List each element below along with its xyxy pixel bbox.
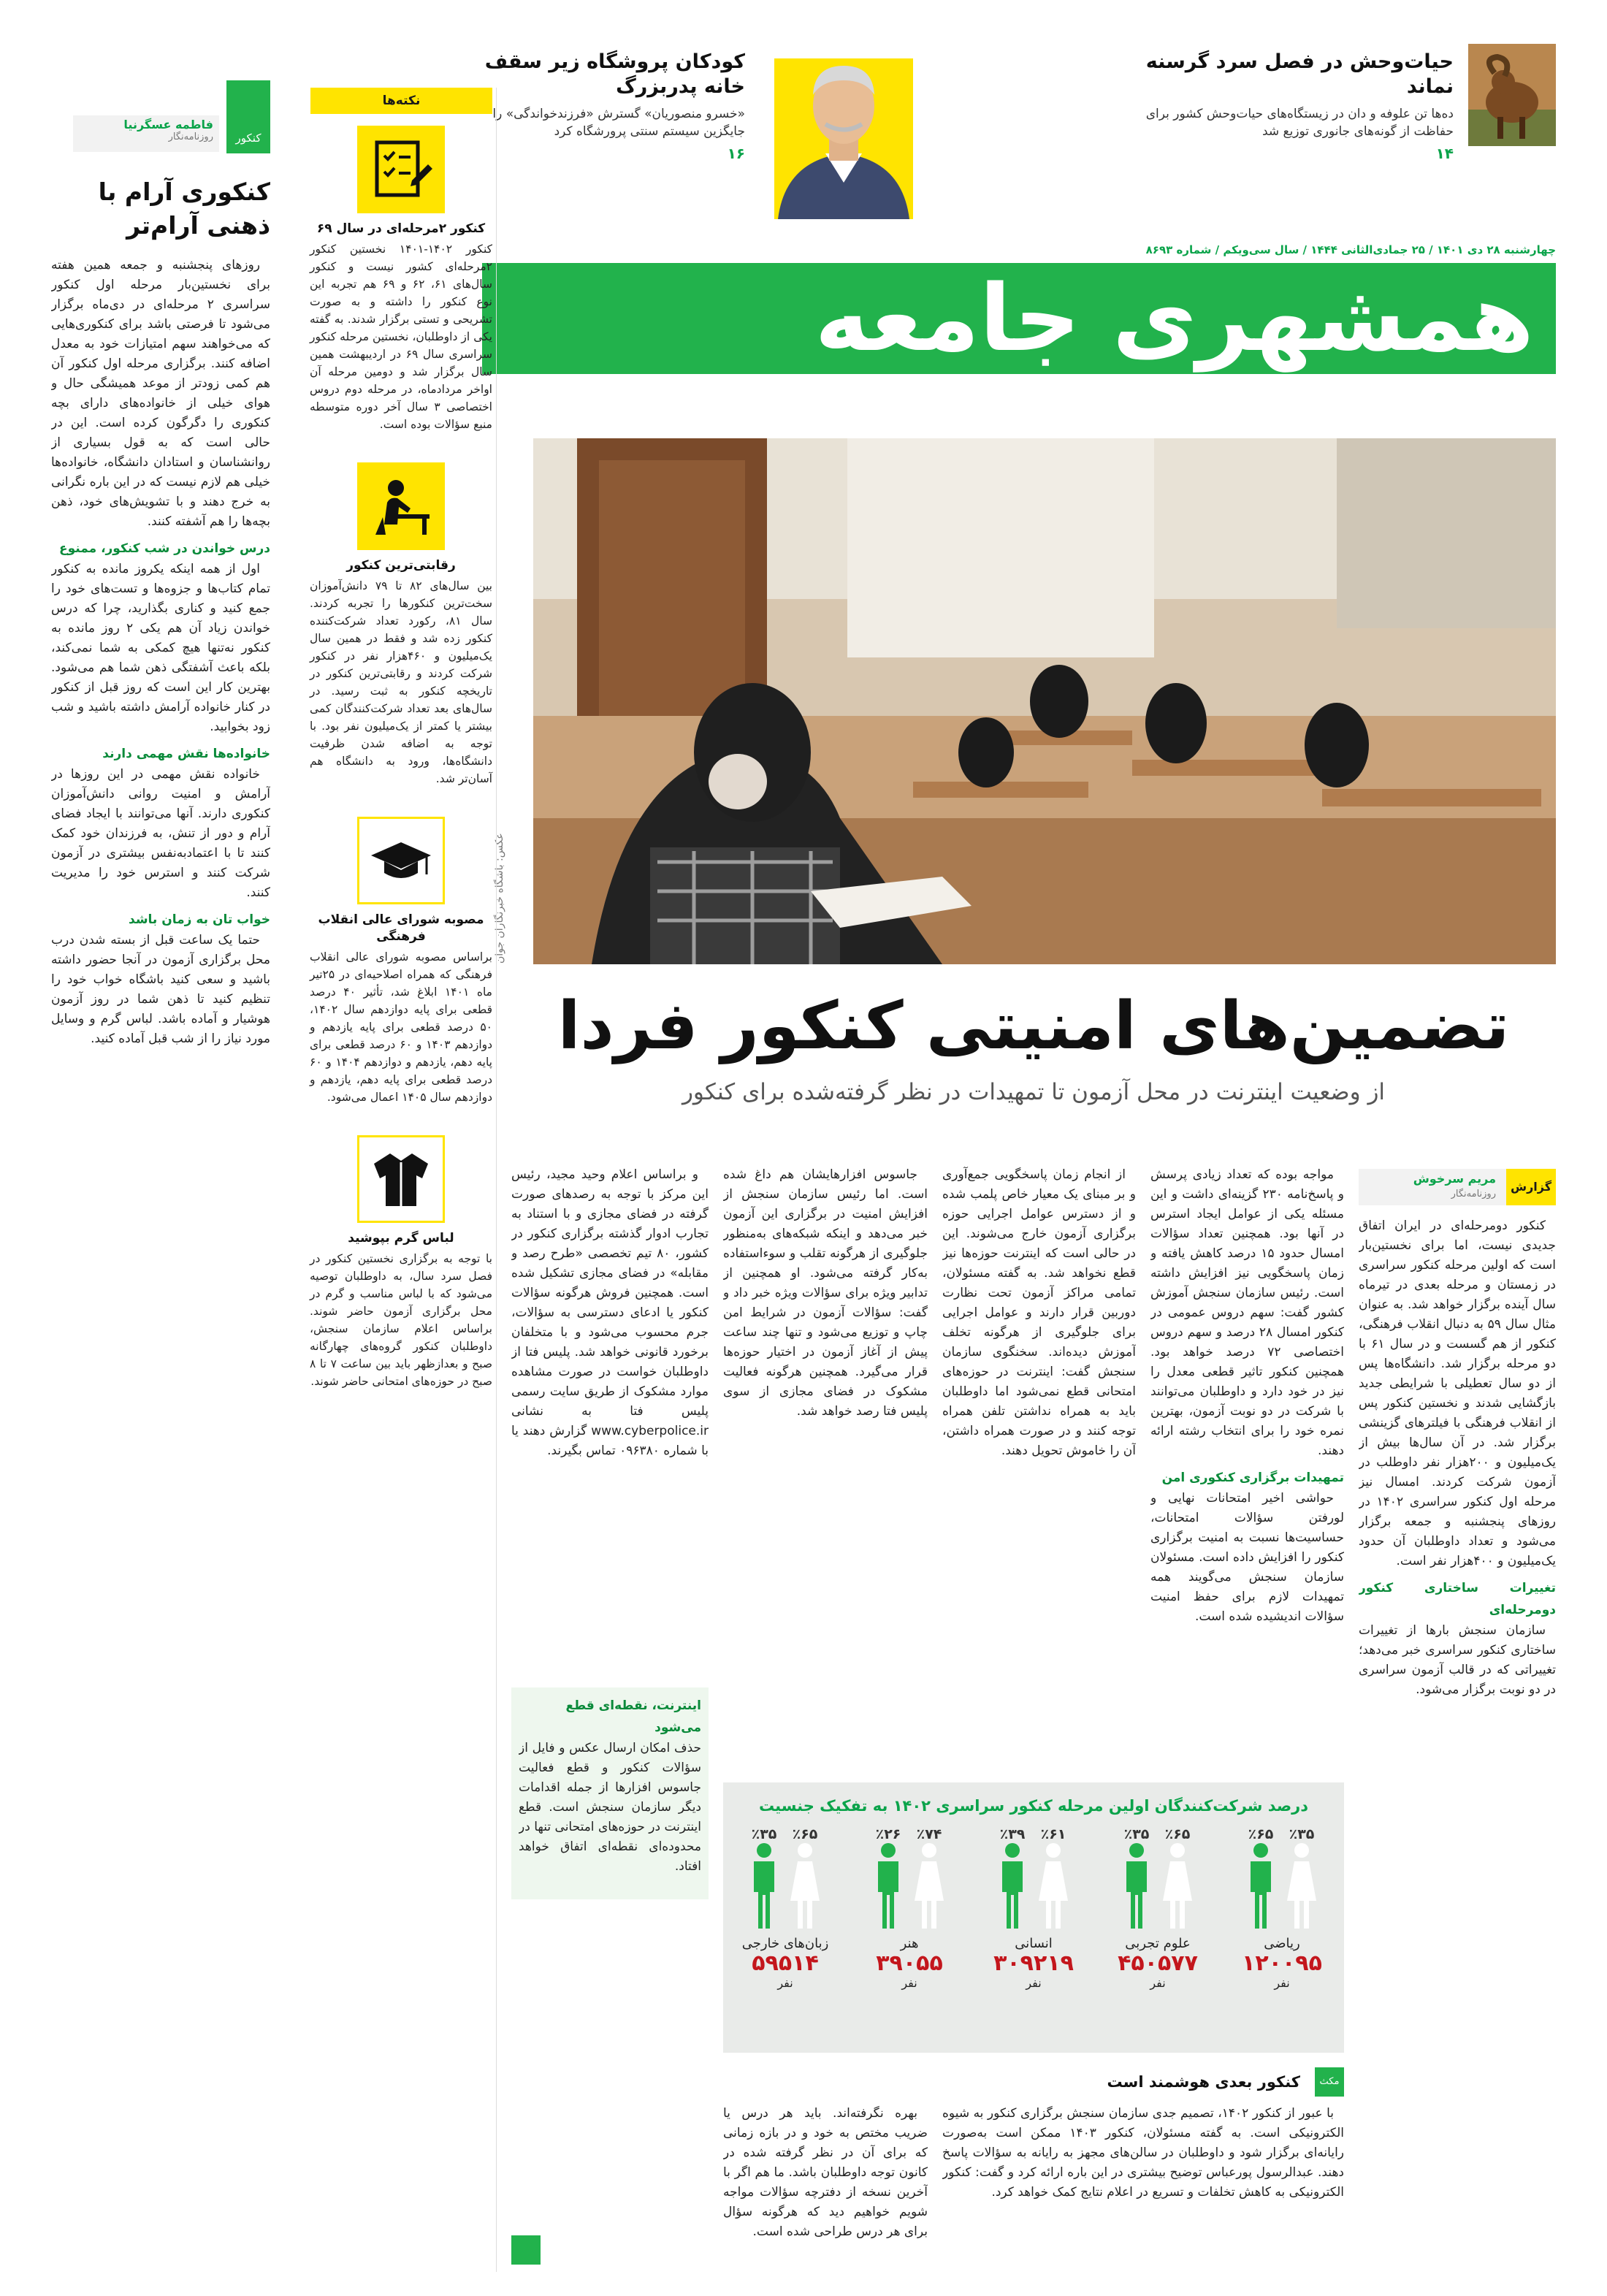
- chart-group-5: [730, 1826, 840, 2045]
- jacket-icon-box: [357, 1135, 445, 1223]
- teaser-2[interactable]: [482, 50, 745, 162]
- female-figure-pct: ٪۳۵: [1289, 1826, 1315, 1842]
- opinion-sub2: خانواده‌ها نقش مهمی دارند: [102, 747, 270, 761]
- chart-group-2: [1103, 1826, 1213, 2045]
- report-col-5: [511, 1165, 709, 1574]
- male-figure: [1245, 1826, 1277, 1930]
- female-figure-pct: ٪۶۵: [792, 1826, 818, 1842]
- chart-title: درصد شرکت‌کنندگان اولین مرحله کنکور سراسری ۱۴۰۲ به تفکیک جنسیت: [758, 1797, 1309, 1815]
- chart-figures: [1245, 1826, 1319, 1930]
- opinion-p1: روزهای پنجشنبه و جمعه همین هفته برای نخستین‌بار مرحله اول کنکور سراسری ۲ مرحله‌ای در دی‌ماه برگزار می‌شود تا فرصتی باشد برای کنکوری‌هایی که می‌خواهند سهم امتیازات خود به معدل اضافه کنند. برگزاری مرحله اول کنکور آن هم کمی زودتر از موعد همیشگی حال و هوای خیلی از خانواده‌های دارای بچه کنکوری را دگرگون کرده است. این در حالی است که به قول بسیاری از روانشناسان و استادان دانشگاه، خانواده‌ها خیلی هم لازم نیست که در این باره نگرانی به خرج دهند و با تشویش‌های خود، ذهن بچه‌ها را هم آشفته کنند.: [51, 258, 270, 529]
- teaser-1-title: حیات‌وحش در فصل سرد گرسنه نماند: [1145, 50, 1454, 98]
- male-figure-pct: ٪۲۶: [875, 1826, 901, 1842]
- chart-group-total: ۵۹۵۱۴: [752, 1950, 819, 1976]
- subheadline: از وضعیت اینترنت در محل آزمون تا تمهیدات در نظر گرفته‌شده برای کنکور: [682, 1079, 1386, 1105]
- report-tag: گزارش: [1506, 1169, 1556, 1205]
- graduation-cap-icon: [368, 828, 434, 893]
- female-figure: [912, 1826, 947, 1930]
- chart-group-4: [855, 1826, 964, 2045]
- note-2: [310, 462, 492, 787]
- report-author-role: روزنامه‌نگار: [1451, 1189, 1496, 1200]
- chart-figures: [748, 1826, 822, 1930]
- chart-group-unit: نفر: [777, 1976, 793, 1990]
- internet-box-text: حذف امکان ارسال عکس و فایل از سؤالات کنکور و قطع فعالیت جاسوس افزارها از جمله اقدامات دیگر سازمان سنجش است. قطع اینترنت در حوزه‌های امتحانی تنها در محدوده‌ای نقطه‌ای اتفاق خواهد افتاد.: [519, 1741, 701, 1874]
- note-2-title: رقابتی‌ترین کنکور: [346, 558, 456, 573]
- female-figure-icon: [912, 1842, 947, 1930]
- internet-box-title: اینترنت، نقطه‌ای قطع می‌شود: [565, 1698, 701, 1735]
- note-3: [310, 817, 492, 1106]
- note-3-title: مصوبه شورای عالی انقلاب فرهنگی: [318, 912, 484, 944]
- exam-hall-image: [533, 438, 1556, 964]
- chart-figures: [872, 1826, 947, 1930]
- report-col-6: [723, 2104, 928, 2279]
- report-col-5-text: و براساس اعلام وحید مجید، رئیس این مرکز با توجه به رصدهای صورت گرفته در فضای مجازی و با استناد به تجارب ادوار گذشته برگزاری کنکور در کشور، ۸۰ تیم تخصصی «طرح رصد و مقابله» در فضای مجازی تشکیل شده است. همچنین فروش هرگونه سؤالات کنکور یا ادعای دسترسی به سؤالات، جرم محسوب می‌شود و با متخلفان برخورد قانونی خواهد شد. پلیس فتا از داوطلبان خواست در صورت مشاهده موارد مشکوک از طریق سایت رسمی پلیس فتا به نشانی www.cyberpolice.ir گزارش دهند یا با شماره ۰۹۶۳۸۰ تماس بگیرند.: [511, 1167, 709, 1458]
- opinion-tag: کنکور: [226, 80, 270, 153]
- opinion-sub1: درس خواندن در شب کنکور، ممنوع: [59, 541, 270, 556]
- opinion-title: کنکوری آرام با ذهنی آرام‌تر: [98, 178, 270, 240]
- note-1-title: کنکور ۲مرحله‌ای در سال ۶۹: [316, 221, 486, 236]
- chart-group-unit: نفر: [1274, 1976, 1290, 1990]
- opinion-p3: خانواده نقش مهمی در این روزها در آرامش و امنیت روانی دانش‌آموزان کنکوری دارند. آنها می‌توانند با ایجاد فضای آرام و دور از تنش، به فرزندان خود کمک کنند تا با اعتمادبه‌نفس بیشتری در آزمون شرکت کنند و استرس خود را مدیریت کنند.: [51, 767, 270, 900]
- report-author: مریم سرخوش: [1413, 1172, 1496, 1186]
- chart-group-3: [979, 1826, 1088, 2045]
- note-1: [310, 126, 492, 433]
- male-figure: [872, 1826, 904, 1930]
- opinion-author-box: [73, 115, 219, 152]
- jacket-icon: [368, 1146, 434, 1212]
- logo-band: [482, 263, 1556, 374]
- mouflon-image: [1468, 44, 1556, 146]
- masthead: [482, 44, 1556, 234]
- chart-group-1: [1227, 1826, 1337, 2045]
- chart-group-unit: نفر: [1150, 1976, 1166, 1990]
- chart-group-label: ریاضی: [1264, 1936, 1300, 1951]
- report-col-2-text-b: حواشی اخیر امتحانات نهایی و لورفتن سؤالات امتحانات، حساسیت‌ها نسبت به امنیت برگزاری کنکور را افزایش داده است. مسئولان سازمان سنجش می‌گویند همه تمهیدات لازم برای حفظ امنیت سؤالات اندیشیده شده است.: [1150, 1491, 1344, 1624]
- female-figure-pct: ٪۶۱: [1040, 1826, 1066, 1842]
- notes-header: نکته‌ها: [310, 88, 492, 114]
- headline: تضمین‌های امنیتی کنکور فردا: [557, 988, 1510, 1064]
- notes-column: [307, 88, 497, 2272]
- report-col-4: [723, 1165, 928, 1771]
- teaser-1-page: ۱۴: [1435, 145, 1454, 162]
- report-col-1-subhead: تغییرات ساختاری کنکور دومرحله‌ای: [1359, 1581, 1556, 1617]
- opinion-sub3: خواب تان به زمان باشد: [129, 912, 270, 927]
- male-figure-pct: ٪۳۵: [1123, 1826, 1150, 1842]
- chart-figures: [1121, 1826, 1195, 1930]
- chart-group-label: علوم تجربی: [1125, 1936, 1191, 1951]
- teaser-photo-man: [756, 44, 931, 219]
- male-figure-pct: ٪۶۵: [1248, 1826, 1274, 1842]
- female-figure: [1160, 1826, 1195, 1930]
- report-col-7-text: با عبور از کنکور ۱۴۰۲، تصمیم جدی سازمان سنجش برگزاری کنکور به شیوه الکترونیکی است. به گفته مسئولان، کنکور ۱۴۰۳ ممکن است به‌صورت رایانه‌ای برگزار شود و داوطلبان در سالن‌های مجهز به رایانه به سؤالات پاسخ دهند. عبدالرسول پورعباس توضیح بیشتری در این باره ارائه کرد و گفت: کنکور الکترونیکی به کاهش تخلفات و تسریع در اعلام نتایج کمک خواهد کرد.: [942, 2106, 1344, 2200]
- note-3-text: براساس مصوبه شورای عالی انقلاب فرهنگی که همراه اصلاحیه‌ای در ۲۵تیر ماه ۱۴۰۱ ابلاغ شد، تأثیر ۴۰ درصد قطعی برای پایه دوازدهم سال ۱۴۰۲، ۵۰ درصد قطعی برای پایه یازدهم و دوازدهم ۱۴۰۳ و ۶۰ درصد قطعی برای پایه دهم، یازدهم و دوازدهم ۱۴۰۴ و ۶۰ درصد قطعی برای پایه دهم، یازدهم و دوازدهم سال ۱۴۰۵ اعمال می‌شود.: [310, 950, 493, 1104]
- opinion-author-role: روزنامه‌نگار: [168, 131, 213, 142]
- male-figure: [748, 1826, 780, 1930]
- chart-group-total: ۳۹۰۵۵: [876, 1950, 943, 1976]
- male-figure-pct: ٪۳۵: [751, 1826, 777, 1842]
- note-4-title: لباس گرم بپوشید: [348, 1231, 454, 1246]
- note-1-text: کنکور ۱۴۰۲-۱۴۰۱ نخستین کنکور ۲مرحله‌ای کشور نیست و کنکور سال‌های ۶۱، ۶۲ و ۶۹ هم تجربه این نوع کنکور را داشته و به صورت تشریحی و تستی برگزار شدند. به گفته یکی از داوطلبان، نخستین مرحله کنکور سراسری سال ۶۹ در اردیبهشت همین سال برگزار شد و دومین مرحله آن اواخر مردادماه، در مرحله دوم دروس اختصاصی ۳ سال آخر دوره متوسطه منبع سؤالات بوده است.: [310, 243, 492, 431]
- report-col-1-text: کنکور دومرحله‌ای در ایران اتفاق جدیدی نیست، اما برای نخستین‌بار است که اولین مرحله کنکور سراسری در زمستان و مرحله بعدی در تیرماه سال آینده برگزار خواهد شد. به عنوان مثال سال ۵۹ به دنبال انقلاب فرهنگی، کنکور از هم گسست و در سال ۶۱ با دو مرحله برگزار شد. دانشگاه‌ها پس از دو سال تعطیلی با شرایطی جدید بازگشایی شدند و نخستین کنکور پس از انقلاب فرهنگی با فیلترهای گزینشی برگزار شد. در آن سال‌ها بیش از یک‌میلیون و ۲۰۰هزار نفر داوطلب در آزمون شرکت کردند. امسال نیز مرحله اول کنکور سراسری ۱۴۰۲ در روزهای پنجشنبه و جمعه برگزار می‌شود و تعداد داوطلبان آن حدود یک‌میلیون و ۴۰۰هزار نفر است.: [1359, 1218, 1556, 1568]
- main-photo: [533, 438, 1556, 964]
- checklist-icon-box: [357, 126, 445, 213]
- chart-group-label: هنر: [900, 1936, 919, 1951]
- report-col-7-subhead: کنکور بعدی هوشمند است: [1107, 2073, 1300, 2091]
- female-figure: [787, 1826, 822, 1930]
- teaser-1[interactable]: [1103, 50, 1454, 162]
- male-figure-icon: [1245, 1842, 1277, 1930]
- opinion-p4: حتما یک ساعت قبل از بسته شدن درب محل برگزاری آزمون در آنجا حضور داشته باشید و سعی کنید باشگاه خواب خود را تنظیم کنید تا ذهن شما در روز آزمون هوشیار و آماده باشد. لباس گرم و وسایل مورد نیاز را از شب قبل آماده کنید.: [51, 933, 270, 1046]
- dateline: چهارشنبه ۲۸ دی ۱۴۰۱ / ۲۵ جمادی‌الثانی ۱۴۴۴ / سال سی‌ویکم / شماره ۸۶۹۳: [1145, 243, 1556, 256]
- chart-group-label: زبان‌های خارجی: [741, 1936, 829, 1951]
- report-col-1: [1359, 1216, 1556, 2144]
- chart-group-total: ۴۵۰۵۷۷: [1118, 1950, 1198, 1976]
- checklist-icon: [368, 137, 434, 202]
- teaser-2-text: «خسرو منصوریان» گسترش «فرزندخواندگی» را جایگزین سیستم سنتی پرورشگاه کرد: [492, 107, 745, 139]
- male-figure-pct: ٪۳۹: [999, 1826, 1026, 1842]
- female-figure-icon: [1036, 1842, 1071, 1930]
- teaser-2-title: کودکان پروشگاه زیر سقف خانه پدربزرگ: [484, 50, 745, 98]
- opinion-body: [51, 256, 270, 2257]
- note-4-text: با توجه به برگزاری نخستین کنکور در فصل سرد سال، به داوطلبان توصیه می‌شود که با لباس مناسب و گرم در محل برگزاری آزمون حاضر شوند. براساس اعلام سازمان سنجش، داوطلبان کنکور گروه‌های چهارگانه صبح و بعدازظهر باید بین ساعت ۷ تا ۸ صبح در حوزه‌های امتحانی حاضر شوند.: [310, 1252, 492, 1388]
- female-figure-pct: ٪۶۵: [1164, 1826, 1191, 1842]
- male-figure-icon: [1121, 1842, 1153, 1930]
- female-figure-icon: [787, 1842, 822, 1930]
- female-figure: [1284, 1826, 1319, 1930]
- note-4: [310, 1135, 492, 1390]
- photo-credit: عکس: باشگاه خبرنگاران جوان: [494, 833, 505, 964]
- male-figure-icon: [748, 1842, 780, 1930]
- report-col-2-subhead: تمهیدات برگزاری کنکوری امن: [1161, 1471, 1344, 1485]
- chart-groups: [730, 1826, 1337, 2045]
- male-figure-icon: [872, 1842, 904, 1930]
- report-col-2: [1150, 1165, 1344, 1771]
- sidebar-tag: مکث: [1315, 2067, 1344, 2097]
- note-2-text: بین سال‌های ۸۲ تا ۷۹ دانش‌آموزان سخت‌ترین کنکورها را تجربه کردند. سال ۸۱، رکورد تعداد شرکت‌کننده کنکور زده شد و فقط در همین سال یک‌میلیون و ۴۶۰هزار نفر در کنکور شرکت کردند و رقابتی‌ترین کنکور در تاریخچه کنکور به ثبت رسید. در سال‌های بعد تعداد شرکت‌کنندگان کمی بیشتر یا کمتر از یک‌میلیون نفر بود. با توجه به اضافه شدن ظرفیت دانشگاه‌ها، ورود به دانشگاه هم آسان‌تر شد.: [310, 579, 492, 785]
- logo-text: همشهری جامعه: [814, 264, 1534, 372]
- chart-box: [723, 1782, 1344, 2053]
- male-figure-icon: [996, 1842, 1028, 1930]
- female-figure-icon: [1284, 1842, 1319, 1930]
- student-desk-icon: [368, 473, 434, 539]
- report-col-6-text: بهره نگرفته‌اند. باید هر درس یا ضریب مختص به خود و در بازه زمانی که برای آن در نظر گرفته شده در کانون توجه داوطلبان باشد. ما هم اگر با آخرین نسخه از دفترچه سؤالات مواجه شویم خواهیم دید که هرگونه سؤال برای هر درس طراحی شده است.: [723, 2106, 928, 2239]
- opinion-column: [22, 80, 270, 2272]
- student-icon-box: [357, 462, 445, 550]
- opinion-p2: اول از همه اینکه یکروز مانده به کنکور تمام کتاب‌ها و جزوه‌ها و تست‌های خود را جمع کنید و کناری بگذارید، چرا که درس خواندن زیاد آن هم یکی ۲ روز مانده به کنکور نه‌تنها هیچ کمکی به شما نمی‌کند، بلکه باعث آشفتگی ذهن شما هم می‌شود. بهترین کار این است که روز قبل از کنکور در کنار خانواده آرامش داشته باشید و شب زود بخوابید.: [51, 562, 270, 734]
- female-figure-pct: ٪۷۴: [916, 1826, 942, 1842]
- report-col-4-text: جاسوس افزارهایشان هم داغ شده است. اما رئیس سازمان سنجش از افزایش امنیت در برگزاری این آزمون خبر می‌دهد و اینکه شبکه‌های به‌منظور جلوگیری از هرگونه تقلب و سوءاستفاده به‌کار گرفته می‌شود. او همچنین از تدابیر ویژه برای سؤالات ویژه خبر داد و گفت: سؤالات آزمون در شرایط امن چاپ و توزیع می‌شود و تنها چند ساعت پیش از آغاز آزمون در اختیار حوزه‌ها قرار می‌گیرد. همچنین هرگونه فعالیت مشکوک در فضای مجازی از سوی پلیس فتا رصد خواهد شد.: [723, 1167, 928, 1419]
- report-col-7: [942, 2104, 1344, 2279]
- chart-group-unit: نفر: [901, 1976, 917, 1990]
- internet-box: [511, 1687, 709, 1899]
- graduation-icon-box: [357, 817, 445, 904]
- male-figure: [1121, 1826, 1153, 1930]
- teaser-2-page: ۱۶: [727, 145, 745, 162]
- report-col-2-text: مواجه بوده که تعداد زیادی پرسش و پاسخ‌نامه ۲۳۰ گزینه‌ای داشت و این مسئله یکی از عوامل ایجاد استرس در آنها بود. همچنین تعداد سؤالات امسال حدود ۱۵ درصد کاهش یافته و زمان پاسخگویی نیز افزایش داشته است. رئیس سازمان سنجش آموزش کشور گفت: سهم دروس عمومی در کنکور امسال ۲۸ درصد و سهم دروس اختصاصی ۷۲ درصد خواهد بود. همچنین کنکور تاثیر قطعی معدل را نیز در خود دارد و داوطلبان می‌توانند با شرکت در دو نوبت آزمون، بهترین نمره خود را برای انتخاب رشته ارائه دهند.: [1150, 1167, 1344, 1458]
- female-figure: [1036, 1826, 1071, 1930]
- opinion-byline: [22, 80, 270, 145]
- chart-figures: [996, 1826, 1071, 1930]
- report-col-3-text: از انجام زمان پاسخگویی جمع‌آوری و بر مبنای یک معیار خاص پلمب شده و از دسترس عوامل اجرایی حوزه برگزاری آزمون خارج می‌شوند. این در حالی است که اینترنت حوزه‌ها نیز قطع نخواهد شد. به گفته مسئولان، تمامی مراکز آزمون تحت نظارت دوربین قرار دارند و عوامل اجرایی برای جلوگیری از هرگونه تخلف آموزش دیده‌اند. سخنگوی سازمان سنجش گفت: اینترنت در حوزه‌های امتحانی قطع نمی‌شود اما داوطلبان باید به همراه نداشتن تلفن همراه توجه کنند و در صورت همراه داشتن، آن را خاموش تحویل دهند.: [942, 1167, 1136, 1458]
- portrait-image: [756, 44, 931, 219]
- chart-group-unit: نفر: [1026, 1976, 1042, 1990]
- female-figure-icon: [1160, 1842, 1195, 1930]
- report-col-1-text-b: سازمان سنجش بارها از تغییرات ساختاری کنکور سراسری خبر می‌دهد؛ تغییراتی که در قالب آزمون سراسری در دو نوبت برگزار می‌شود.: [1359, 1623, 1556, 1697]
- opinion-author: فاطمه عسگرنیا: [123, 118, 213, 131]
- report-col-3: [942, 1165, 1136, 1771]
- end-mark: [511, 2235, 541, 2265]
- male-figure: [996, 1826, 1028, 1930]
- chart-group-label: انسانی: [1015, 1936, 1053, 1951]
- teaser-1-text: ده‌ها تن علوفه و دان در زیستگاه‌های حیات‌وحش کشور برای حفاظت از گونه‌های جانوری توزیع شد: [1145, 107, 1454, 139]
- chart-group-total: ۱۲۰۰۹۵: [1242, 1950, 1322, 1976]
- report-byline: [1359, 1169, 1556, 1205]
- teaser-photo-mouflon: [1468, 44, 1556, 146]
- chart-group-total: ۳۰۹۲۱۹: [993, 1950, 1074, 1976]
